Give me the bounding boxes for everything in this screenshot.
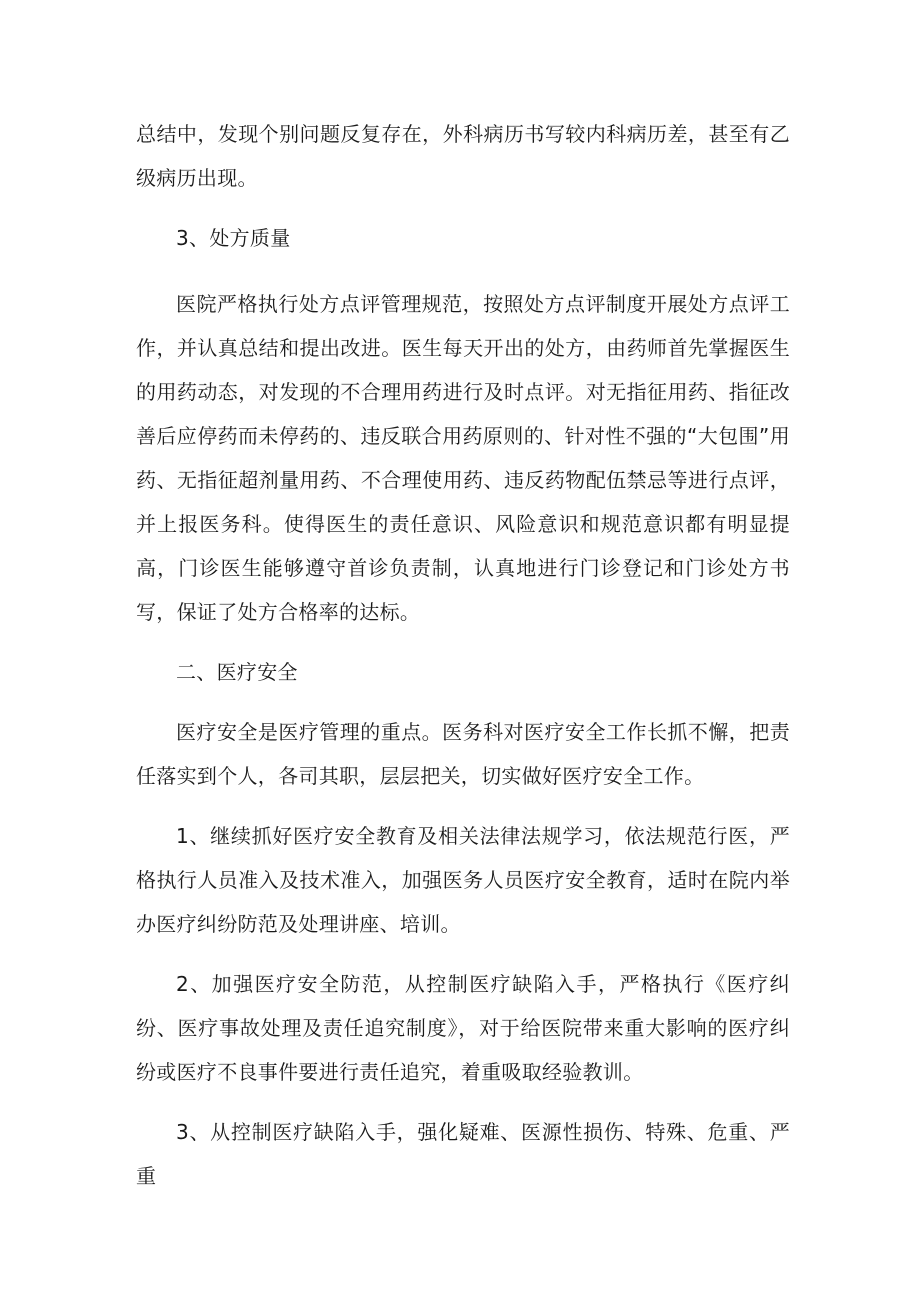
paragraph-safety-item-1: 1、继续抓好医疗安全教育及相关法律法规学习，依法规范行医，严格执行人员准入及技术准入，加强医务人员医疗安全教育，适时在院内举办医疗纠纷防范及处理讲座、培训。 [136,824,790,936]
paragraph-medical-safety-intro: 医疗安全是医疗管理的重点。医务科对医疗安全工作长抓不懈，把责任落实到个人，各司其职，层层把关，切实做好医疗安全工作。 [136,720,790,788]
paragraph-safety-item-3: 3、从控制医疗缺陷入手，强化疑难、医源性损伤、特殊、危重、严重 [136,1120,790,1188]
paragraph-prescription-review: 医院严格执行处方点评管理规范，按照处方点评制度开展处方点评工作，并认真总结和提出改进。医生每天开出的处方，由药师首先掌握医生的用药动态，对发现的不合理用药进行及时点评。对无指征用药、指征改善后应停药而未停药的、违反联合用药原则的、针对性不强的“大包围”用药、无指征超剂量用药、不合理使用药、违反药物配伍禁忌等进行点评，并上报医务科。使得医生的责任意识、风险意识和规范意识都有明显提高，门诊医生能够遵守首诊负责制，认真地进行门诊登记和门诊处方书写，保证了处方合格率的达标。 [136,292,790,624]
section-heading-medical-safety: 二、医疗安全 [176,660,298,684]
document-body [136,112,790,1214]
paragraph-safety-item-2: 2、加强医疗安全防范，从控制医疗缺陷入手，严格执行《医疗纠纷、医疗事故处理及责任追究制度》，对于给医院带来重大影响的医疗纠纷或医疗不良事件要进行责任追究，着重吸取经验教训。 [136,972,790,1084]
paragraph-continuation: 总结中，发现个别问题反复存在，外科病历书写较内科病历差，甚至有乙级病历出现。 [136,122,790,190]
section-heading-prescription-quality: 3、处方质量 [176,226,291,250]
